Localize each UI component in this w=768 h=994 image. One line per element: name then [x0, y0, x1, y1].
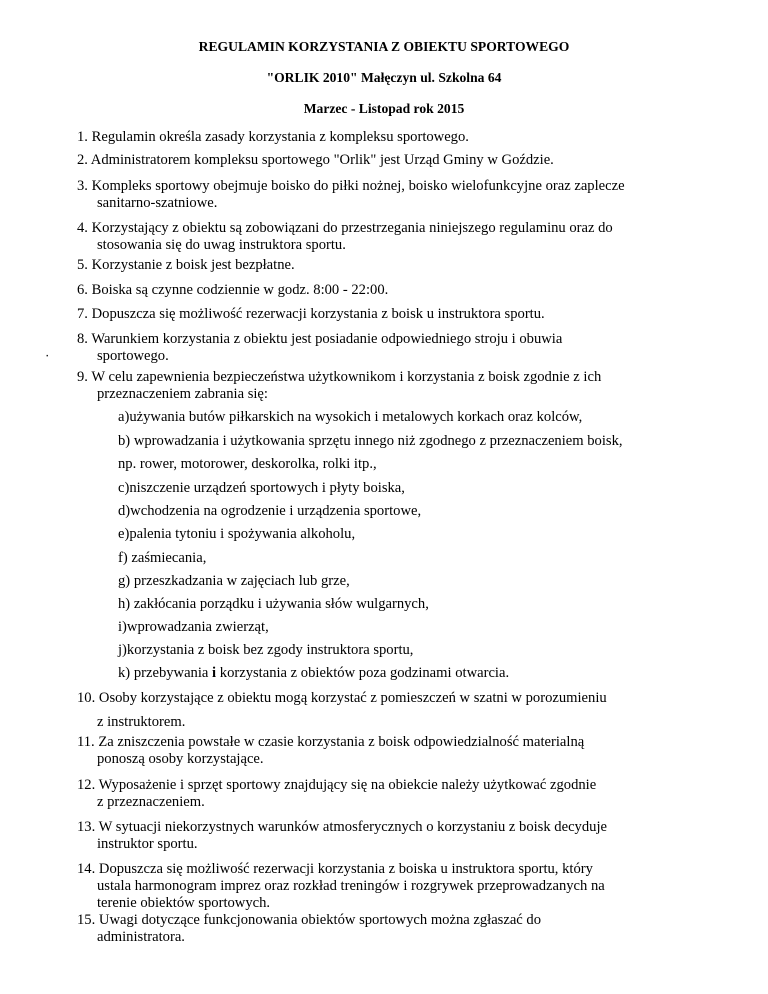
rule-text: Dopuszcza się możliwość rezerwacji korzystania z boiska u instruktora sportu, który: [98, 861, 593, 877]
prohibition-text: np. rower, motorower, deskorolka, rolki itp.,: [118, 456, 377, 472]
rule-text-continued: przeznaczeniem zabrania się:: [97, 386, 268, 402]
rule-text-continued: instruktor sportu.: [97, 836, 198, 852]
rule-text-continued: terenie obiektów sportowych.: [97, 895, 271, 911]
rule-9: [77, 369, 659, 403]
rule-text-continued: administratora.: [97, 929, 185, 945]
rule-text: W sytuacji niekorzystnych warunków atmosferycznych o korzystaniu z boisk decyduje: [98, 819, 607, 835]
rule-11: [77, 734, 659, 768]
prohibition-label: h): [118, 596, 131, 612]
document-title: REGULAMIN KORZYSTANIA Z OBIEKTU SPORTOWEGO: [198, 39, 570, 54]
rule-text: Administratorem kompleksu sportowego "Orlik" jest Urząd Gminy w Goździe.: [90, 152, 554, 168]
rule-number: 14.: [77, 861, 96, 877]
prohibition-k: [118, 665, 678, 682]
rule-text-continued: sportowego.: [97, 348, 169, 364]
document-period: Marzec - Listopad rok 2015: [303, 101, 465, 116]
rule-number: 12.: [77, 777, 96, 793]
rule-12: [77, 777, 659, 811]
rule-13: [77, 819, 659, 853]
prohibition-text: wchodzenia na ogrodzenie i urządzenia sportowe,: [130, 503, 422, 519]
rule-text: Wyposażenie i sprzęt sportowy znajdujący się na obiekcie należy użytkować zgodnie: [98, 777, 597, 793]
rule-number: 4.: [77, 220, 88, 236]
rule-number: 9.: [77, 369, 88, 385]
prohibition-text: przebywania: [133, 665, 209, 681]
rule-1: [77, 129, 659, 146]
rule-text: Osoby korzystające z obiektu mogą korzystać z pomieszczeń w szatni w porozumieniu: [98, 690, 607, 706]
rule-2: [77, 152, 659, 169]
rule-text: Kompleks sportowy obejmuje boisko do piłki nożnej, boisko wielofunkcyjne oraz zaplecze: [91, 178, 625, 194]
rule-number: 7.: [77, 306, 88, 322]
prohibition-e: [118, 526, 678, 543]
rule-text-continued: z przeznaczeniem.: [97, 794, 205, 810]
prohibition-f: [118, 550, 678, 567]
prohibition-text: wprowadzania i użytkowania sprzętu innego niż zgodnego z przeznaczeniem boisk,: [133, 433, 623, 449]
rule-text-continued: ponoszą osoby korzystające.: [97, 751, 264, 767]
prohibition-label: f): [118, 550, 128, 566]
rule-15: [77, 912, 659, 946]
rule-number: 6.: [77, 282, 88, 298]
prohibition-label: e): [118, 526, 130, 542]
rule-number: 13.: [77, 819, 96, 835]
rule-text-continued: z instruktorem.: [97, 714, 186, 730]
rule-text: Korzystający z obiektu są zobowiązani do przestrzegania niniejszego regulaminu oraz do: [91, 220, 613, 236]
rule-text: W celu zapewnienia bezpieczeństwa użytkownikom i korzystania z boisk zgodnie z ich: [91, 369, 602, 385]
rule-text-continued: sanitarno-szatniowe.: [97, 195, 218, 211]
rule-text: Za zniszczenia powstałe w czasie korzystania z boisk odpowiedzialność materialną: [98, 734, 585, 750]
prohibition-label: a): [118, 409, 130, 425]
prohibition-label: g): [118, 573, 131, 589]
prohibition-b: [118, 433, 678, 450]
prohibition-text: używania butów piłkarskich na wysokich i metalowych korkach oraz kolców,: [129, 409, 583, 425]
rule-number: 1.: [77, 129, 88, 145]
prohibition-text-bold: i: [212, 665, 217, 681]
prohibition-g: [118, 573, 678, 590]
rule-number: 15.: [77, 912, 96, 928]
rule-text: Uwagi dotyczące funkcjonowania obiektów sportowych można zgłaszać do: [98, 912, 542, 928]
stray-mark: ٠: [44, 348, 51, 362]
rule-8: [77, 331, 659, 365]
prohibition-text: wprowadzania zwierząt,: [126, 619, 269, 635]
rule-number: 11.: [77, 734, 95, 750]
prohibition-text: niszczenie urządzeń sportowych i płyty boiska,: [129, 480, 405, 496]
rule-text: Boiska są czynne codziennie w godz. 8:00 - 22:00.: [91, 282, 389, 298]
prohibition-d: [118, 503, 678, 520]
prohibition-text: zaśmiecania,: [131, 550, 207, 566]
prohibition-i: [118, 619, 678, 636]
prohibition-b-continued: [118, 456, 678, 473]
prohibition-text: zakłócania porządku i używania słów wulgarnych,: [133, 596, 429, 612]
prohibition-text: przeszkadzania w zajęciach lub grze,: [133, 573, 350, 589]
rule-10: [77, 688, 659, 732]
rule-number: 3.: [77, 178, 88, 194]
rule-4: [77, 220, 659, 254]
rule-14: [77, 861, 659, 912]
rule-number: 10.: [77, 690, 96, 706]
rule-7: [77, 306, 659, 323]
prohibition-label: d): [118, 503, 131, 519]
rule-text: Regulamin określa zasady korzystania z kompleksu sportowego.: [91, 129, 469, 145]
prohibition-text-tail: korzystania z obiektów poza godzinami otwarcia.: [219, 665, 510, 681]
prohibition-label: k): [118, 665, 131, 681]
prohibition-label: j): [118, 642, 127, 658]
rule-text: Korzystanie z boisk jest bezpłatne.: [91, 257, 295, 273]
rule-number: 5.: [77, 257, 88, 273]
rule-6: [77, 282, 659, 299]
prohibition-label: i): [118, 619, 127, 635]
rule-number: 8.: [77, 331, 88, 347]
rule-text: Warunkiem korzystania z obiektu jest posiadanie odpowiedniego stroju i obuwia: [91, 331, 563, 347]
prohibition-j: [118, 642, 678, 659]
rule-5: [77, 257, 659, 274]
document-subtitle: "ORLIK 2010" Małęczyn ul. Szkolna 64: [266, 70, 502, 85]
prohibition-label: c): [118, 480, 130, 496]
prohibition-text: korzystania z boisk bez zgody instruktora sportu,: [126, 642, 414, 658]
prohibition-text: palenia tytoniu i spożywania alkoholu,: [129, 526, 356, 542]
prohibition-c: [118, 480, 678, 497]
rule-text: Dopuszcza się możliwość rezerwacji korzystania z boisk u instruktora sportu.: [91, 306, 545, 322]
prohibition-label: b): [118, 433, 131, 449]
rule-text-continued: stosowania się do uwag instruktora sportu.: [97, 237, 346, 253]
rule-text-continued: ustala harmonogram imprez oraz rozkład treningów i rozgrywek przeprowadzanych na: [97, 878, 605, 894]
rule-number: 2.: [77, 152, 88, 168]
rule-3: [77, 178, 659, 212]
prohibition-a: [118, 409, 678, 426]
prohibition-h: [118, 596, 678, 613]
